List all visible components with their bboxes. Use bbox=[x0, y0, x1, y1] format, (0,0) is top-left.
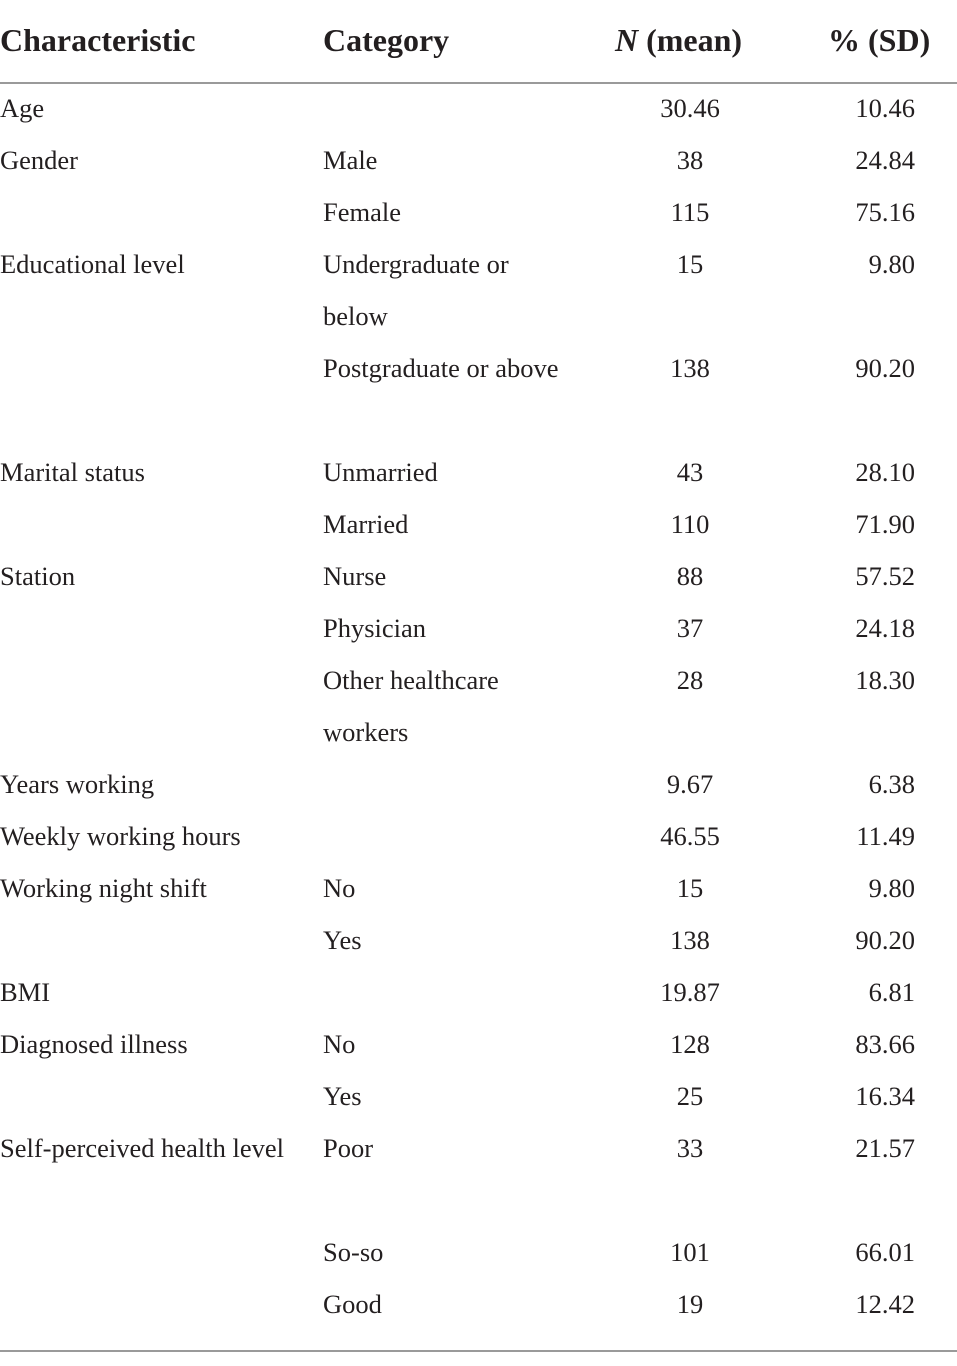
table-row bbox=[0, 1018, 957, 1070]
cell-category: Postgraduate or above bbox=[323, 353, 559, 383]
cell-category: Unmarried bbox=[323, 457, 438, 487]
table-row bbox=[0, 1122, 957, 1226]
cell-pct-sd: 21.57 bbox=[855, 1133, 915, 1163]
header-n-italic: N bbox=[615, 22, 639, 58]
cell-category: No bbox=[323, 873, 356, 903]
cell-characteristic: Working night shift bbox=[0, 873, 207, 903]
cell-n-mean: 19 bbox=[676, 1289, 704, 1319]
cell-characteristic: Gender bbox=[0, 145, 78, 175]
cell-n-mean: 128 bbox=[670, 1029, 710, 1059]
cell-pct-sd: 83.66 bbox=[855, 1029, 915, 1059]
table-header-row bbox=[0, 0, 957, 84]
cell-n-mean: 138 bbox=[670, 925, 710, 955]
cell-n-mean: 19.87 bbox=[660, 977, 720, 1007]
table-row bbox=[0, 1278, 957, 1330]
cell-n-mean: 110 bbox=[670, 509, 710, 539]
cell-n-mean: 28 bbox=[676, 665, 704, 695]
header-pct-sd: % (SD) bbox=[828, 22, 931, 58]
cell-category: Yes bbox=[323, 1081, 362, 1111]
cell-pct-sd: 12.42 bbox=[855, 1289, 915, 1319]
cell-pct-sd: 6.38 bbox=[868, 769, 915, 799]
table-row bbox=[0, 498, 957, 550]
cell-category: Other healthcare workers bbox=[323, 665, 499, 747]
cell-characteristic: Self-perceived health level bbox=[0, 1133, 284, 1163]
cell-n-mean: 101 bbox=[670, 1237, 710, 1267]
cell-pct-sd: 24.84 bbox=[855, 145, 915, 175]
cell-characteristic: BMI bbox=[0, 977, 51, 1007]
cell-n-mean: 115 bbox=[670, 197, 710, 227]
cell-pct-sd: 10.46 bbox=[855, 93, 915, 123]
cell-n-mean: 9.67 bbox=[666, 769, 714, 799]
cell-characteristic: Station bbox=[0, 561, 76, 591]
table-row bbox=[0, 1070, 957, 1122]
cell-n-mean: 30.46 bbox=[660, 93, 720, 123]
header-n-rest: (mean) bbox=[638, 22, 743, 58]
table-row bbox=[0, 238, 957, 342]
cell-n-mean: 15 bbox=[676, 873, 704, 903]
table-row bbox=[0, 654, 957, 758]
cell-pct-sd: 66.01 bbox=[855, 1237, 915, 1267]
header-characteristic: Characteristic bbox=[0, 22, 196, 58]
cell-pct-sd: 9.80 bbox=[868, 249, 915, 279]
cell-pct-sd: 18.30 bbox=[855, 665, 915, 695]
cell-pct-sd: 6.81 bbox=[868, 977, 915, 1007]
table-row bbox=[0, 602, 957, 654]
cell-pct-sd: 75.16 bbox=[855, 197, 915, 227]
cell-n-mean: 46.55 bbox=[660, 821, 720, 851]
table-body bbox=[0, 82, 957, 1330]
table-row bbox=[0, 446, 957, 498]
cell-pct-sd: 90.20 bbox=[855, 353, 915, 383]
cell-n-mean: 15 bbox=[676, 249, 704, 279]
cell-n-mean: 38 bbox=[676, 145, 704, 175]
cell-category: Yes bbox=[323, 925, 362, 955]
cell-pct-sd: 28.10 bbox=[855, 457, 915, 487]
cell-category: No bbox=[323, 1029, 356, 1059]
table-row bbox=[0, 914, 957, 966]
cell-category: Undergraduate or below bbox=[323, 249, 509, 331]
cell-category: Married bbox=[323, 509, 409, 539]
cell-pct-sd: 11.49 bbox=[856, 821, 915, 851]
cell-n-mean: 25 bbox=[676, 1081, 704, 1111]
cell-category: Good bbox=[323, 1289, 382, 1319]
cell-pct-sd: 57.52 bbox=[855, 561, 915, 591]
cell-n-mean: 33 bbox=[676, 1133, 704, 1163]
cell-n-mean: 37 bbox=[676, 613, 704, 643]
table-row bbox=[0, 966, 957, 1018]
cell-characteristic: Marital status bbox=[0, 457, 145, 487]
table-row bbox=[0, 1226, 957, 1278]
cell-characteristic: Weekly working hours bbox=[0, 821, 241, 851]
table-row bbox=[0, 134, 957, 186]
cell-characteristic: Educational level bbox=[0, 249, 185, 279]
table-row bbox=[0, 82, 957, 134]
cell-pct-sd: 90.20 bbox=[855, 925, 915, 955]
table-bottom-rule bbox=[0, 1350, 957, 1352]
table-row bbox=[0, 342, 957, 446]
table-row bbox=[0, 758, 957, 810]
cell-pct-sd: 16.34 bbox=[855, 1081, 915, 1111]
cell-pct-sd: 24.18 bbox=[855, 613, 915, 643]
table-row bbox=[0, 550, 957, 602]
cell-characteristic: Diagnosed illness bbox=[0, 1029, 188, 1059]
table-row bbox=[0, 862, 957, 914]
table-row bbox=[0, 810, 957, 862]
table-row bbox=[0, 186, 957, 238]
header-category: Category bbox=[323, 22, 450, 58]
cell-pct-sd: 71.90 bbox=[855, 509, 915, 539]
cell-characteristic: Age bbox=[0, 93, 45, 123]
cell-characteristic: Years working bbox=[0, 769, 155, 799]
cell-category: Nurse bbox=[323, 561, 387, 591]
cell-category: So-so bbox=[323, 1237, 384, 1267]
cell-pct-sd: 9.80 bbox=[868, 873, 915, 903]
cell-n-mean: 43 bbox=[676, 457, 704, 487]
header-n-mean bbox=[615, 22, 742, 59]
cell-category: Male bbox=[323, 145, 378, 175]
cell-n-mean: 88 bbox=[676, 561, 704, 591]
cell-category: Poor bbox=[323, 1133, 374, 1163]
cell-category: Physician bbox=[323, 613, 427, 643]
cell-n-mean: 138 bbox=[670, 353, 710, 383]
cell-category: Female bbox=[323, 197, 401, 227]
